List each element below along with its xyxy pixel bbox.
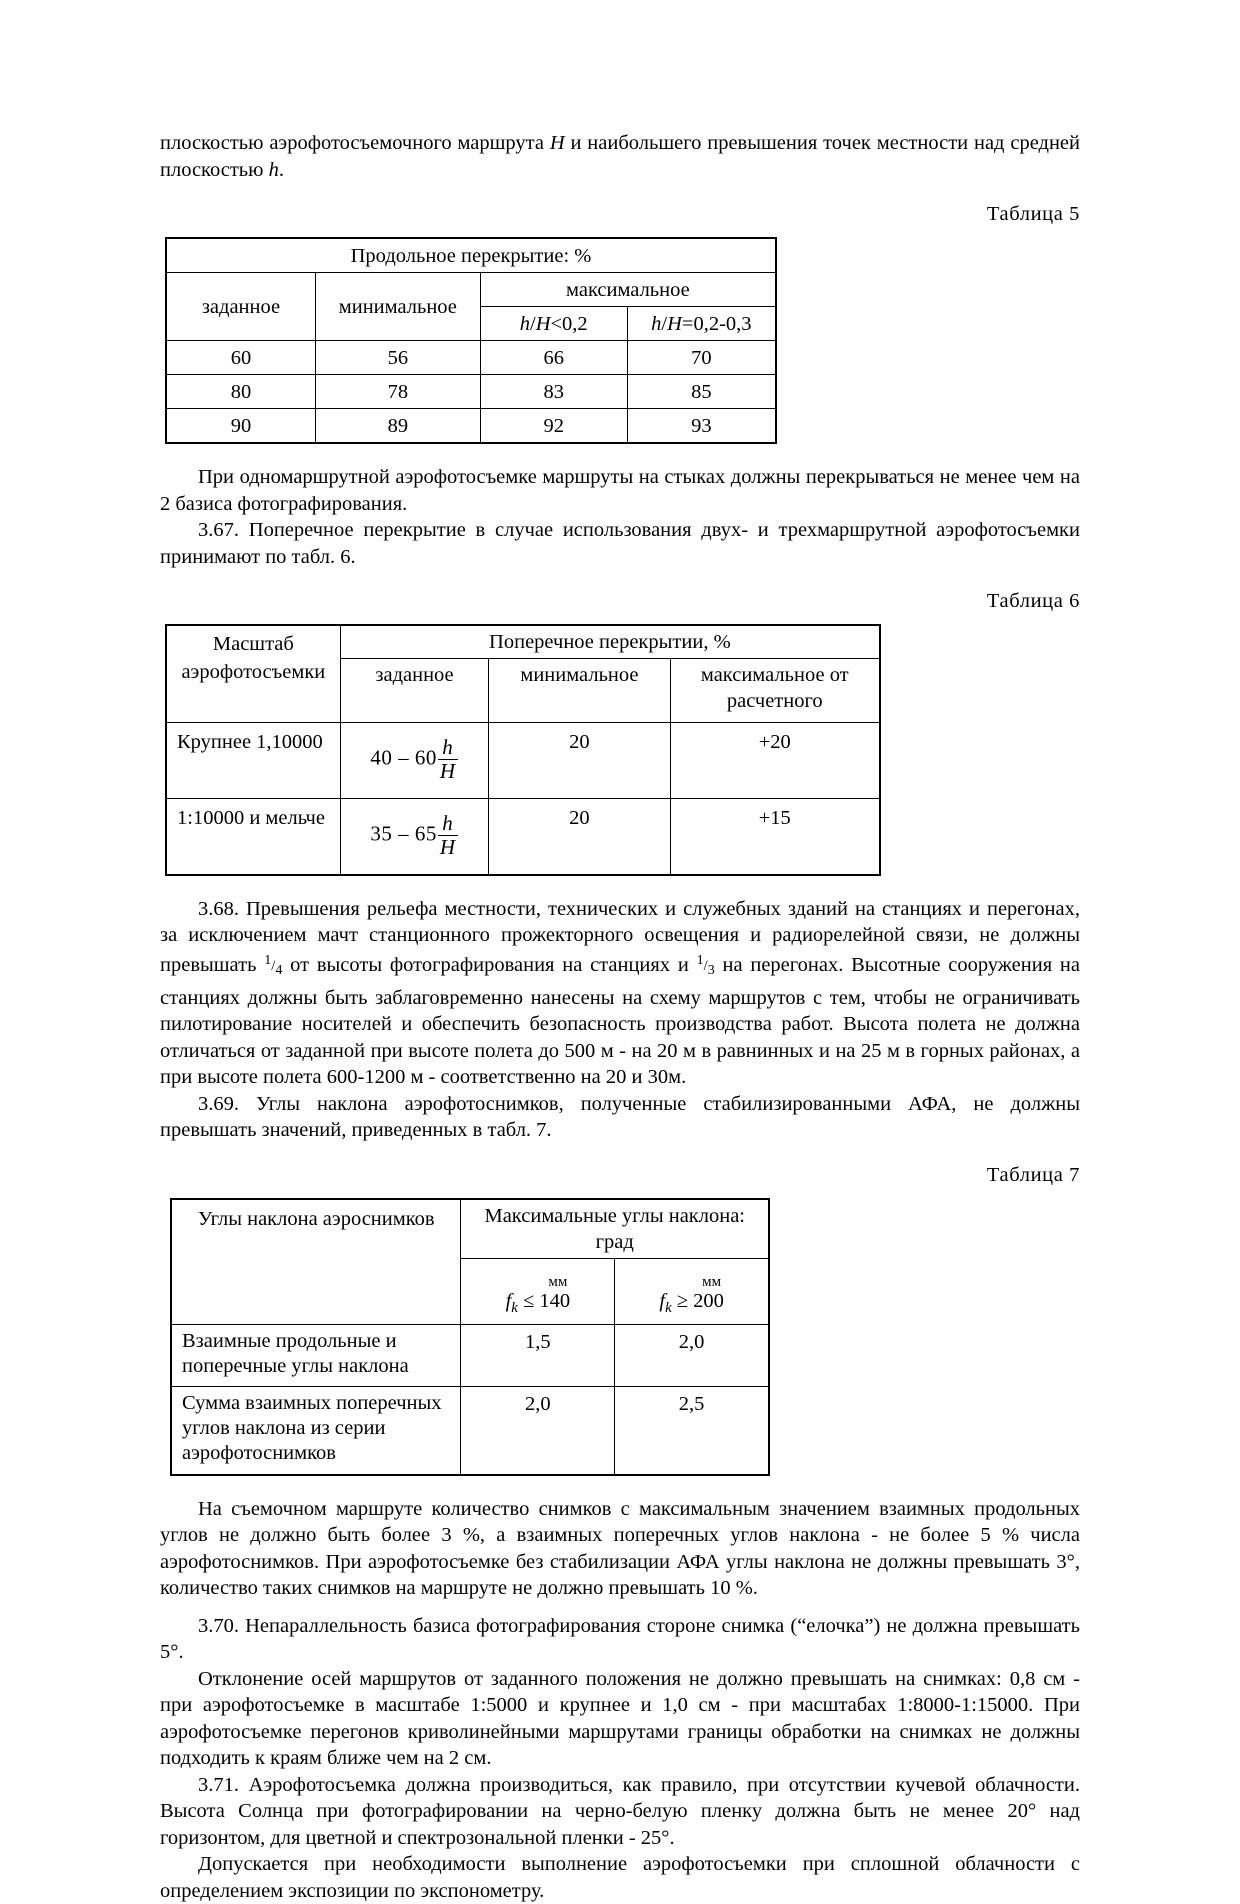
- paragraph-intro: плоскостью аэрофотосъемочного маршрута H и наибольшего превышения точек местности над средней плоскостью h.: [160, 132, 1080, 181]
- table6-header-max: максимальное от расчетного: [670, 659, 880, 723]
- table6-formula-1: 40 – 60 $\frac{h}{H}$: [340, 722, 489, 798]
- table5-cell: 90: [166, 409, 315, 444]
- table5-cell: 78: [315, 375, 480, 409]
- table7-group-title: Максимальные углы наклона: град: [461, 1199, 769, 1259]
- formula-fk-140: $f_k \le 140$: [505, 1289, 571, 1316]
- table7-row2-label: Сумма взаимных поперечных углов наклона из серии аэрофотоснимков: [171, 1386, 461, 1475]
- table-7: [170, 1198, 770, 1476]
- variable-H: H: [549, 132, 565, 154]
- paragraph-3-69: 3.69. Углы наклона аэрофотоснимков, полученные стабилизированными АФА, не должны превышать значений, приведенных в табл. 7.: [160, 1092, 1080, 1142]
- table5-cell: 56: [315, 341, 480, 375]
- table6-scale-2: 1:10000 и мельче: [166, 798, 340, 875]
- paragraph-3-70b: Отклонение осей маршрутов от заданного положения не должно превышать на снимках: 0,8 см - при аэрофотосъемке в масштабе 1:5000 и крупнее и 1,0 см - при масштабах 1:8000-1:15000. При аэрофотосъемке перегонов криволинейными маршрутами границы обработки на снимках не должны подходить к краям ближе чем на 2 см.: [160, 1667, 1080, 1770]
- formula-fk-200: $f_k \ge 200$: [659, 1289, 724, 1316]
- table7-row2-v2: 2,5: [615, 1386, 769, 1475]
- table7-row1-label: Взаимные продольные и поперечные углы наклона: [171, 1324, 461, 1386]
- paragraph-3-67: 3.67. Поперечное перекрытие в случае использования двух- и трехмаршрутной аэрофотосъемки принимают по табл. 6.: [160, 519, 1080, 568]
- table6-header-min: минимальное: [489, 659, 670, 723]
- table5-cell: 89: [315, 409, 480, 444]
- paragraph-last: Допускается при необходимости выполнение аэрофотосъемки при сплошной облачности с определением экспозиции по экспонометру.: [160, 1853, 1080, 1902]
- fraction-one-quarter: $^1/_4$: [264, 953, 283, 979]
- table7-subheader-f2: [615, 1258, 769, 1324]
- table7-caption: Таблица 7: [986, 1163, 1080, 1186]
- table5-cell: 66: [480, 341, 627, 375]
- paragraph-3-71: 3.71. Аэрофотосъемка должна производиться, как правило, при отсутствии кучевой облачности. Высота Солнца при фотографировании на черно-белую пленку должна быть не менее 20° над горизонтом, для цветной и спектрозональной пленки - 25°.: [160, 1773, 1080, 1849]
- table6-caption: Таблица 6: [986, 590, 1080, 612]
- table-6: [165, 624, 881, 876]
- table6-scale-1: Крупнее 1,10000: [166, 722, 340, 798]
- table-row: [166, 722, 880, 798]
- table-row: [171, 1386, 769, 1475]
- table5-header-given: заданное: [166, 273, 315, 341]
- table-row: [166, 409, 776, 444]
- paragraph-after-table7: На съемочном маршруте количество снимков с максимальным значением взаимных продольных углов не должно быть более 3 %, а взаимных поперечных углов наклона - не более 5 % числа аэрофотоснимков. При аэрофотосъемке без стабилизации АФА углы наклона не должны превышать 3°, количество таких снимков на маршруте не должно превышать 10 %.: [160, 1497, 1080, 1600]
- table6-col1-line1: Масштаб: [166, 625, 340, 659]
- table-row: [166, 238, 776, 273]
- table5-cell: 70: [627, 341, 776, 375]
- table5-cell: 80: [166, 375, 315, 409]
- table5-cell: 85: [627, 375, 776, 409]
- table7-row1-v1: 1,5: [461, 1324, 615, 1386]
- unit-mm-label: мм: [548, 1273, 568, 1290]
- table6-group-title: Поперечное перекрытии, %: [340, 625, 880, 659]
- fraction-one-third: $^1/_3$: [696, 953, 715, 979]
- table-row: [166, 375, 776, 409]
- unit-mm-label-2: мм: [702, 1273, 722, 1290]
- table5-caption: Таблица 5: [986, 203, 1080, 225]
- table5-cell: 83: [480, 375, 627, 409]
- table7-row1-v2: 2,0: [615, 1324, 769, 1386]
- table7-row2-v1: 2,0: [461, 1386, 615, 1475]
- paragraph-3-70: 3.70. Непараллельность базиса фотографирования стороне снимка (“елочка”) не должна превышать 5°.: [160, 1614, 1080, 1664]
- table5-cell: 93: [627, 409, 776, 444]
- table-row: [166, 625, 880, 659]
- table-row: [166, 273, 776, 307]
- page-content: [160, 130, 1080, 1904]
- table5-header-min: минимальное: [315, 273, 480, 341]
- table5-title: Продольное перекрытие: %: [166, 238, 776, 273]
- table6-max-2: +15: [670, 798, 880, 875]
- table6-header-given: заданное: [340, 659, 489, 723]
- table-row: [166, 659, 880, 723]
- paragraph-after-table5: При одномаршрутной аэрофотосъемке маршруты на стыках должны перекрываться не менее чем на 2 базиса фотографирования.: [160, 466, 1080, 515]
- table-row: [171, 1324, 769, 1386]
- table5-cell: 92: [480, 409, 627, 444]
- table5-subheader-1: h/H<0,2: [480, 307, 627, 341]
- table6-formula-2: 35 – 65 $\frac{h}{H}$: [340, 798, 489, 875]
- table-row: [166, 798, 880, 875]
- paragraph-3-68: 3.68. Превышения рельефа местности, технических и служебных зданий на станциях и перегонах, за исключением мачт станционного прожекторного освещения и радиорелейной связи, не должны превышать $^1/_4$ от высоты фотографирования на станциях и $^1/_3$ на перегонах. Высотные сооружения на станциях должны быть заблаговременно нанесены на схему маршрутов с тем, чтобы не ограничивать пилотирование носителей и обеспечить безопасность производства работ. Высота полета не должна отличаться от заданной при высоте полета до 500 м - на 20 м в равнинных и на 25 м в горных районах, а при высоте полета 600-1200 м - соответственно на 20 и 30м.: [160, 897, 1080, 1089]
- table6-min-1: 20: [489, 722, 670, 798]
- table6-max-1: +20: [670, 722, 880, 798]
- table6-min-2: 20: [489, 798, 670, 875]
- table-row: [166, 341, 776, 375]
- table7-col1-header: Углы наклона аэроснимков: [171, 1199, 461, 1325]
- table5-subheader-2: h/H=0,2-0,3: [627, 307, 776, 341]
- table-5: [165, 237, 777, 444]
- table5-cell: 60: [166, 341, 315, 375]
- table7-subheader-f1: [461, 1258, 615, 1324]
- table5-header-max: максимальное: [480, 273, 776, 307]
- variable-h: h: [268, 158, 279, 181]
- table6-col1-line2: аэрофотосъемки: [166, 659, 340, 723]
- table-row: [171, 1199, 769, 1259]
